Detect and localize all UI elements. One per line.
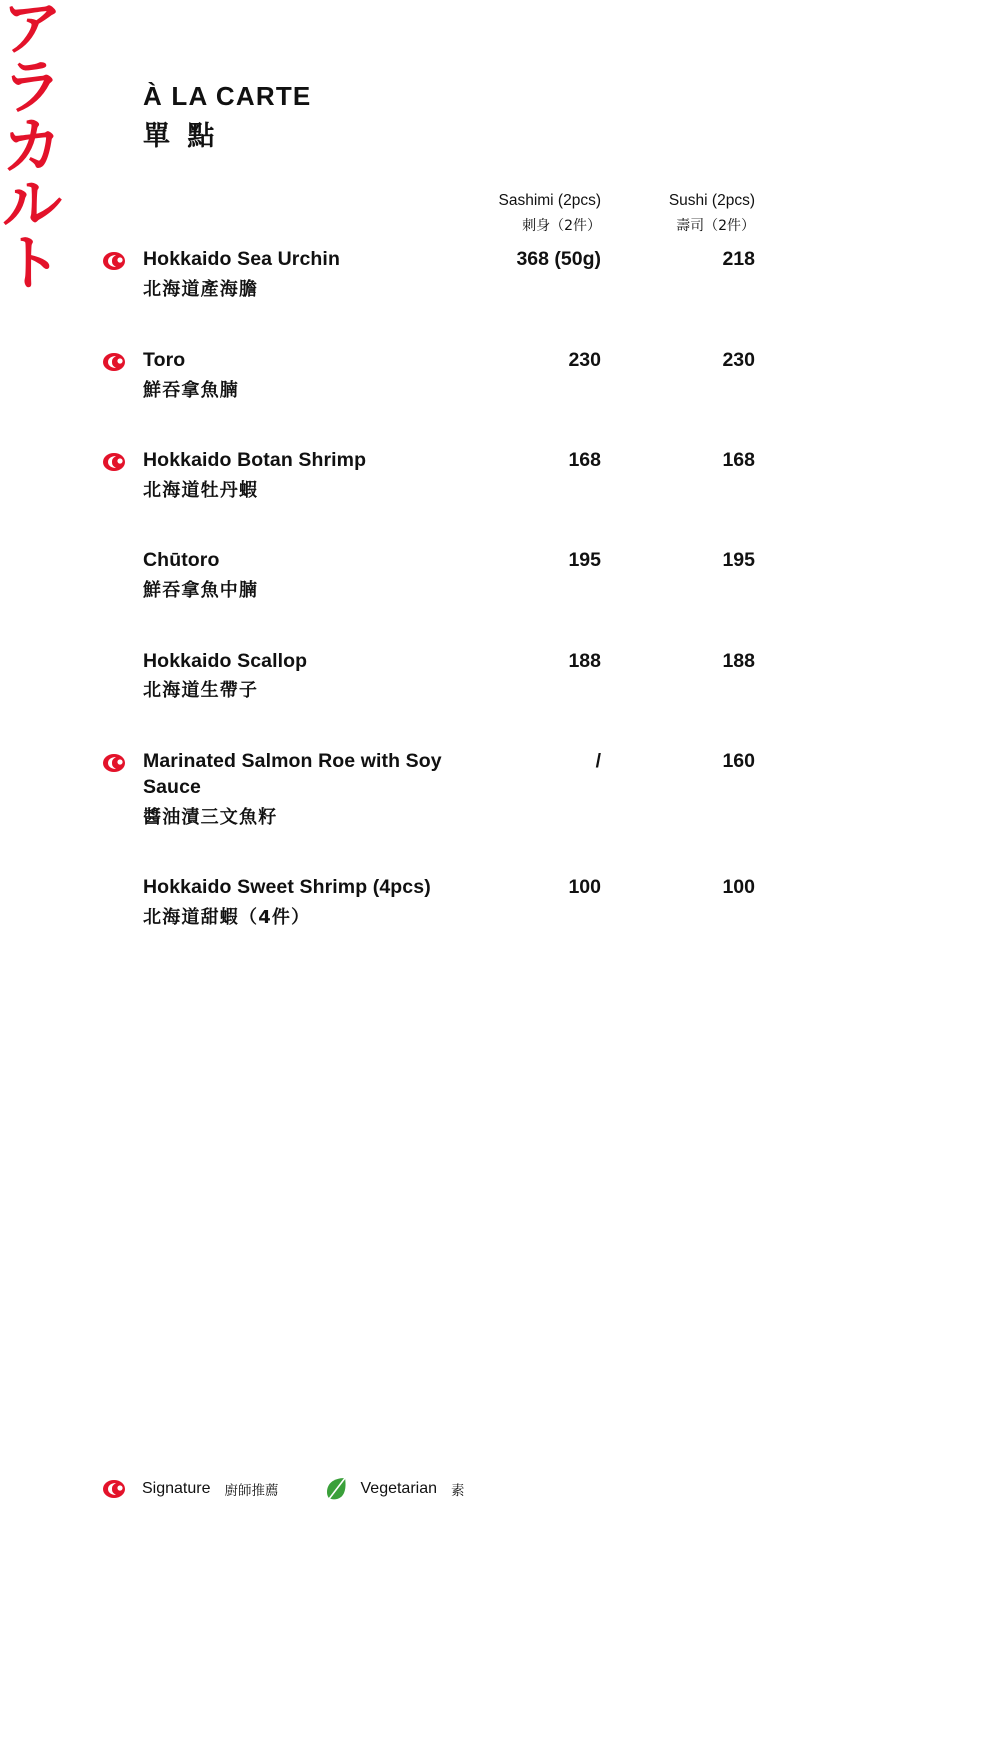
menu-item-name-zh: 鮮吞拿魚腩 xyxy=(143,379,239,401)
katakana-char: ト xyxy=(2,229,62,300)
menu-item-name-en: Hokkaido Sweet Shrimp (4pcs) xyxy=(143,876,431,899)
column-header-sashimi-en: Sashimi (2pcs) xyxy=(498,192,601,210)
column-header-sushi-en: Sushi (2pcs) xyxy=(668,192,755,210)
menu-item-price-sushi: 195 xyxy=(722,549,755,572)
katakana-char: ア xyxy=(2,0,62,64)
menu-item-price-sashimi: 168 xyxy=(568,448,601,471)
katakana-char: カ xyxy=(2,111,62,182)
signature-icon xyxy=(100,350,130,374)
legend-label-vegetarian-zh: 素 xyxy=(451,1483,465,1499)
column-headers xyxy=(143,187,783,237)
page-title-chinese: 單 點 xyxy=(143,120,219,152)
legend-label-signature-zh: 廚師推薦 xyxy=(224,1483,279,1499)
signature-icon xyxy=(100,450,130,474)
menu-item-price-sushi: 168 xyxy=(722,448,755,471)
menu-item-row xyxy=(143,448,783,502)
column-header-sashimi-zh: 刺身（2件） xyxy=(522,218,601,235)
katakana-char: ル xyxy=(2,170,62,241)
menu-item-list xyxy=(143,247,783,929)
signature-icon xyxy=(100,249,130,273)
menu-item-name-zh: 北海道生帶子 xyxy=(143,680,259,702)
menu-sheet xyxy=(143,0,783,975)
menu-header xyxy=(143,82,783,151)
menu-item-name-zh: 醬油漬三文魚籽 xyxy=(143,806,278,828)
menu-item-price-sushi: 230 xyxy=(722,348,755,371)
menu-item-price-sushi: 160 xyxy=(722,749,755,772)
menu-item-name-en: Hokkaido Botan Shrimp xyxy=(143,448,367,471)
katakana-char: ラ xyxy=(2,52,62,123)
menu-item-price-sashimi: 195 xyxy=(568,549,601,572)
legend-label-signature-en: Signature xyxy=(142,1480,211,1497)
menu-item-row xyxy=(143,548,783,602)
legend-item-vegetarian xyxy=(323,1475,465,1503)
menu-item-price-sushi: 188 xyxy=(722,649,755,672)
menu-item-name-zh: 北海道甜蝦（4件） xyxy=(143,907,311,928)
menu-item-row xyxy=(143,749,783,829)
menu-item-price-sashimi: 188 xyxy=(568,649,601,672)
menu-item-price-sushi: 218 xyxy=(722,248,755,271)
legend-label-vegetarian-en: Vegetarian xyxy=(360,1480,438,1497)
menu-item-price-sashimi: 230 xyxy=(568,348,601,371)
column-header-sushi-zh: 壽司（2件） xyxy=(676,218,755,235)
legend xyxy=(100,1475,465,1503)
menu-item-name-en: Marinated Salmon Roe with Soy Sauce xyxy=(143,749,442,798)
menu-item-name-zh: 北海道產海膽 xyxy=(143,279,259,301)
menu-item-name-zh: 鮮吞拿魚中腩 xyxy=(143,580,259,602)
menu-item-row xyxy=(143,247,783,301)
menu-item-row xyxy=(143,875,783,929)
menu-item-price-sashimi: / xyxy=(595,749,601,772)
menu-item-name-en: Hokkaido Scallop xyxy=(143,649,308,672)
menu-item-price-sashimi: 368 (50g) xyxy=(516,248,601,271)
menu-item-price-sashimi: 100 xyxy=(568,876,601,899)
menu-item-name-en: Hokkaido Sea Urchin xyxy=(143,248,340,271)
leaf-icon xyxy=(323,1475,349,1503)
vertical-katakana-title xyxy=(2,0,80,300)
signature-icon xyxy=(100,751,130,775)
page-title: À LA CARTE xyxy=(143,81,312,111)
menu-item-row xyxy=(143,348,783,402)
legend-item-signature xyxy=(100,1477,279,1501)
menu-item-row xyxy=(143,649,783,703)
signature-icon xyxy=(100,1477,130,1501)
menu-item-name-en: Chūtoro xyxy=(143,549,220,572)
column-header-sashimi xyxy=(371,187,601,239)
menu-item-price-sushi: 100 xyxy=(722,876,755,899)
menu-item-name-zh: 北海道牡丹蝦 xyxy=(143,479,259,501)
menu-item-name-en: Toro xyxy=(143,348,186,371)
column-header-sushi xyxy=(575,187,755,239)
